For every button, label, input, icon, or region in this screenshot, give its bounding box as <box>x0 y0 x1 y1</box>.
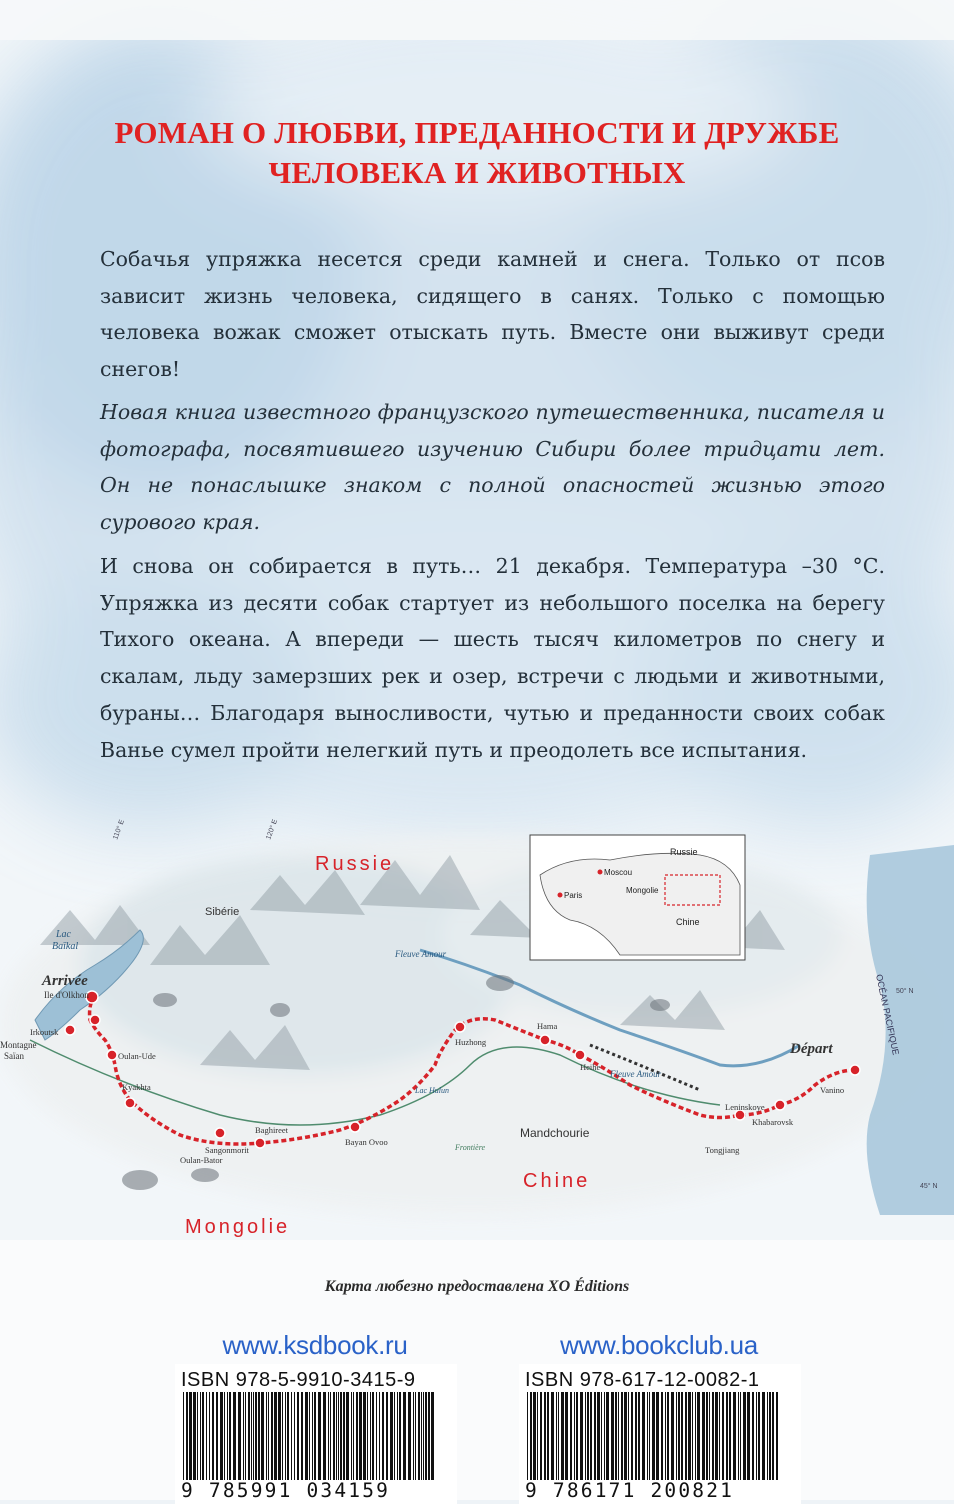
barcode-bar <box>738 1392 739 1480</box>
city-hama: Hama <box>537 1021 558 1031</box>
barcode-bar <box>340 1392 342 1480</box>
barcode-bar <box>183 1392 184 1480</box>
mandchourie-label: Mandchourie <box>520 1126 590 1140</box>
barcode-bar <box>233 1392 236 1480</box>
barcode-bar <box>216 1392 218 1480</box>
lac-hulun-label: Lac Hulun <box>415 1086 449 1095</box>
city-tongjiang: Tongjiang <box>705 1145 740 1155</box>
saian-label: Saïan <box>4 1051 24 1061</box>
barcode-bar <box>238 1392 241 1480</box>
barcode-bar <box>330 1392 331 1480</box>
barcode-bar <box>671 1392 674 1480</box>
headline <box>0 113 954 193</box>
barcode-bar <box>305 1392 308 1480</box>
barcode-bar <box>428 1392 430 1480</box>
barcode-bar <box>346 1392 349 1480</box>
barcode-bar <box>530 1392 532 1480</box>
barcode-bar <box>631 1392 633 1480</box>
barcode-bar <box>740 1392 741 1480</box>
barcode-bar <box>618 1392 619 1480</box>
barcode-bar <box>688 1392 691 1480</box>
city-kyakhta: Kyakhta <box>122 1082 151 1092</box>
barcode-bar <box>601 1392 602 1480</box>
barcode-bar <box>297 1392 299 1480</box>
fleuve-amour-label-2: Fleuve Amour <box>610 1069 662 1079</box>
barcode-bar <box>712 1392 714 1480</box>
barcode-bar <box>702 1392 705 1480</box>
barcode-bar <box>245 1392 246 1480</box>
barcode-bar <box>312 1392 313 1480</box>
inset-paris-label: Paris <box>564 891 583 900</box>
barcode-ua <box>525 1392 783 1480</box>
barcode-bar <box>193 1392 196 1480</box>
barcode-bar <box>278 1392 281 1480</box>
barcode-bar <box>606 1392 609 1480</box>
barcode-bar <box>729 1392 731 1480</box>
barcode-bar <box>574 1392 575 1480</box>
headline-line-1: РОМАН О ЛЮБВИ, ПРЕДАННОСТИ И ДРУЖБЕ <box>114 115 840 150</box>
barcode-bar <box>379 1392 380 1480</box>
barcode-bar <box>719 1392 720 1480</box>
barcode-bar <box>667 1392 669 1480</box>
siberie-label: Sibérie <box>205 906 240 918</box>
barcode-bar <box>611 1392 614 1480</box>
barcode-bar <box>772 1392 774 1480</box>
barcode-bar <box>570 1392 572 1480</box>
barcode-bar <box>678 1392 680 1480</box>
barcode-bar <box>291 1392 292 1480</box>
barcode-bar <box>251 1392 252 1480</box>
barcode-bar <box>647 1392 648 1480</box>
city-bayan-ovoo: Bayan Ovoo <box>345 1137 388 1147</box>
barcode-bar <box>544 1392 546 1480</box>
barcode-bar <box>314 1392 316 1480</box>
city-heihe: Heihe <box>580 1062 601 1072</box>
barcode-bar <box>209 1392 210 1480</box>
barcode-bar <box>722 1392 724 1480</box>
barcode-panel <box>175 1364 457 1504</box>
frontiere-label: Frontière <box>455 1143 486 1152</box>
baikal-label: Baïkal <box>52 941 79 952</box>
barcode-bar <box>652 1392 655 1480</box>
isbn-ua: ISBN 978-617-12-0082-1 <box>525 1369 760 1391</box>
inset-map <box>530 835 745 960</box>
barcode-bar <box>403 1392 406 1480</box>
city-khabarovsk: Khabarovsk <box>752 1117 794 1127</box>
russie-label: Russie <box>315 853 395 875</box>
barcode-bar <box>287 1392 289 1480</box>
barcode-bar <box>356 1392 358 1480</box>
barcode-bar <box>715 1392 718 1480</box>
paragraph-synopsis: Собачья упряжка несется среди камней и снега. Только от псов зависит жизнь человека, сидящего в санях. Только с помощью человека вожак сможет отыскать путь. Вместе они выживут среди снегов! <box>100 247 885 382</box>
barcode-bar <box>580 1392 583 1480</box>
barcode-panel <box>519 1364 801 1504</box>
isbn-ru: ISBN 978-5-9910-3415-9 <box>181 1369 416 1391</box>
city-oulan-oude: Oulan-Ude <box>118 1051 156 1061</box>
depart-label: Départ <box>790 1041 833 1057</box>
barcode-bar <box>309 1392 310 1480</box>
barcode-bar <box>224 1392 225 1480</box>
barcode-bar <box>301 1392 303 1480</box>
inset-mongolie-label: Mongolie <box>626 886 659 895</box>
city-huzhong: Huzhong <box>455 1037 487 1047</box>
barcode-bar <box>359 1392 362 1480</box>
barcode-bar <box>649 1392 650 1480</box>
barcode-bar <box>206 1392 207 1480</box>
barcode-bar <box>255 1392 257 1480</box>
barcode-bar <box>271 1392 273 1480</box>
barcode-bar <box>540 1392 542 1480</box>
barcode-bar <box>661 1392 663 1480</box>
barcode-bar <box>415 1392 416 1480</box>
barcode-bar <box>587 1392 589 1480</box>
paragraph-journey: И снова он собирается в путь… 21 декабря. Температура –30 °С. Упряжка из десяти собак стартует из небольшого поселка на берегу Тихого океана. А впереди — шесть тысяч километров по снегу и скалам, льду замерзших рек и озер, встречи с людьми и животными, бураны… Благодаря выносливости, чутью и преданности своих собак Ванье сумел пройти нелегкий путь и преодолеть все испытания. <box>100 554 885 762</box>
map-credit: Карта любезно предоставлена XO Éditions <box>324 1278 630 1295</box>
headline-line-2: ЧЕЛОВЕКА И ЖИВОТНЫХ <box>268 155 686 190</box>
barcode-bar <box>656 1392 659 1480</box>
barcode-bar <box>328 1392 329 1480</box>
barcode-bar <box>200 1392 201 1480</box>
lon-120-label: 120° E <box>265 818 280 841</box>
barcode-bar <box>243 1392 244 1480</box>
barcode-block-ru <box>175 1330 555 1504</box>
route-map <box>0 815 954 1255</box>
barcode-bar <box>294 1392 295 1480</box>
barcode-bar <box>227 1392 228 1480</box>
mongolie-label: Mongolie <box>185 1216 291 1238</box>
barcode-bar <box>769 1392 771 1480</box>
barcode-bar <box>615 1392 617 1480</box>
barcode-bar <box>762 1392 765 1480</box>
barcode-bar <box>351 1392 352 1480</box>
barcode-bar <box>527 1392 528 1480</box>
city-oulan-bator: Oulan-Bator <box>180 1155 223 1165</box>
barcode-bar <box>776 1392 778 1480</box>
barcode-bar <box>261 1392 264 1480</box>
barcode-bar <box>220 1392 223 1480</box>
barcode-bar <box>363 1392 366 1480</box>
barcode-bar <box>367 1392 368 1480</box>
barcode-bar <box>372 1392 374 1480</box>
barcode-bar <box>397 1392 398 1480</box>
barcode-bar <box>202 1392 204 1480</box>
barcode-bar <box>638 1392 640 1480</box>
barcode-bar <box>743 1392 746 1480</box>
barcode-bar <box>642 1392 645 1480</box>
barcode-bar <box>338 1392 339 1480</box>
barcode-bar <box>390 1392 393 1480</box>
barcode-bar <box>551 1392 554 1480</box>
chine-label: Chine <box>523 1170 591 1192</box>
barcode-bar <box>431 1392 434 1480</box>
city-vanino: Vanino <box>820 1085 845 1095</box>
barcode-bar <box>229 1392 231 1480</box>
montagne-label: Montagne <box>0 1040 37 1050</box>
barcode-bar <box>537 1392 538 1480</box>
barcode-bar <box>376 1392 377 1480</box>
barcode-bar <box>285 1392 286 1480</box>
city-irkoutsk: Irkoutsk <box>30 1027 59 1037</box>
arrivee-label: Arrivée <box>42 973 88 989</box>
barcode-bar <box>561 1392 564 1480</box>
barcode-bar <box>706 1392 708 1480</box>
barcode-bar <box>594 1392 596 1480</box>
barcode-bar <box>726 1392 728 1480</box>
publisher-url-ua[interactable]: www.bookclub.ua <box>560 1330 758 1360</box>
barcode-bar <box>353 1392 354 1480</box>
barcode-bar <box>197 1392 198 1480</box>
ean-digits-ru: 9 785991 034159 <box>181 1479 391 1502</box>
city-sangonmorit: Sangonmorit <box>205 1145 249 1155</box>
lat-50-label: 50° N <box>896 988 914 995</box>
barcode-bar <box>565 1392 568 1480</box>
publisher-url-ru[interactable]: www.ksdbook.ru <box>222 1330 408 1360</box>
barcode-bar <box>733 1392 736 1480</box>
barcode-bar <box>692 1392 693 1480</box>
barcode-bar <box>665 1392 666 1480</box>
barcode-bar <box>253 1392 254 1480</box>
barcode-bar <box>421 1392 422 1480</box>
city-leninskoye: Leninskoye <box>725 1102 765 1112</box>
barcode-bar <box>533 1392 536 1480</box>
barcode-bar <box>336 1392 337 1480</box>
barcode-bar <box>681 1392 683 1480</box>
barcode-bar <box>767 1392 768 1480</box>
barcode-bar <box>394 1392 395 1480</box>
barcode-bar <box>576 1392 578 1480</box>
barcode-bar <box>343 1392 345 1480</box>
barcode-bar <box>597 1392 600 1480</box>
ocean-label: OCÉAN PACIFIQUE <box>874 973 901 1056</box>
barcode-ru <box>181 1392 439 1480</box>
barcode-bar <box>318 1392 321 1480</box>
barcode-bar <box>590 1392 592 1480</box>
barcode-bar <box>274 1392 277 1480</box>
barcode-bar <box>676 1392 677 1480</box>
barcode-bar <box>635 1392 637 1480</box>
fleuve-amour-label-1: Fleuve Amour <box>395 949 447 959</box>
barcode-bar <box>556 1392 557 1480</box>
barcode-bar <box>558 1392 559 1480</box>
barcode-bar <box>695 1392 696 1480</box>
lon-110-label: 110° E <box>112 818 126 841</box>
barcode-bar <box>709 1392 710 1480</box>
barcode-bar <box>624 1392 627 1480</box>
barcode-bar <box>370 1392 371 1480</box>
barcode-bar <box>323 1392 326 1480</box>
barcode-bar <box>399 1392 401 1480</box>
barcode-bar <box>585 1392 586 1480</box>
barcode-bar <box>697 1392 700 1480</box>
barcode-bar <box>189 1392 192 1480</box>
barcode-bar <box>604 1392 605 1480</box>
barcode-bar <box>386 1392 388 1480</box>
ean-digits-ua: 9 786171 200821 <box>525 1479 735 1502</box>
barcode-bar <box>333 1392 335 1480</box>
barcode-bar <box>186 1392 188 1480</box>
inset-russie-label: Russie <box>670 847 698 857</box>
barcode-bar <box>628 1392 629 1480</box>
barcode-bar <box>248 1392 250 1480</box>
barcode-bar <box>266 1392 267 1480</box>
barcode-bar <box>621 1392 623 1480</box>
barcode-bar <box>282 1392 283 1480</box>
inset-moscou-label: Moscou <box>604 868 633 877</box>
barcode-bar <box>258 1392 260 1480</box>
barcode-bar <box>425 1392 427 1480</box>
barcode-bar <box>212 1392 214 1480</box>
barcode-bar <box>747 1392 750 1480</box>
barcode-bar <box>685 1392 687 1480</box>
barcode-bar <box>382 1392 384 1480</box>
barcode-bar <box>413 1392 414 1480</box>
inset-chine-label: Chine <box>676 917 700 927</box>
barcode-bar <box>758 1392 760 1480</box>
paragraph-author: Новая книга известного французского путешественника, писателя и фотографа, посвятившего изучению Сибири более тридцати лет. Он не понаслышке знаком с полной опасностей жизнью этого сурового края. <box>100 400 885 535</box>
barcode-bar <box>547 1392 549 1480</box>
barcode-bar <box>756 1392 757 1480</box>
city-baghireet: Baghireet <box>255 1125 289 1135</box>
barcode-bar <box>418 1392 420 1480</box>
barcode-bar <box>268 1392 269 1480</box>
barcode-bar <box>423 1392 424 1480</box>
barcode-bar <box>752 1392 754 1480</box>
barcode-block-ua <box>519 1330 899 1504</box>
lac-label: Lac <box>56 929 71 940</box>
olkhon-label: Ile d'Olkhon <box>44 990 89 1000</box>
barcode-bar <box>408 1392 411 1480</box>
lat-45-label: 45° N <box>920 1183 938 1190</box>
